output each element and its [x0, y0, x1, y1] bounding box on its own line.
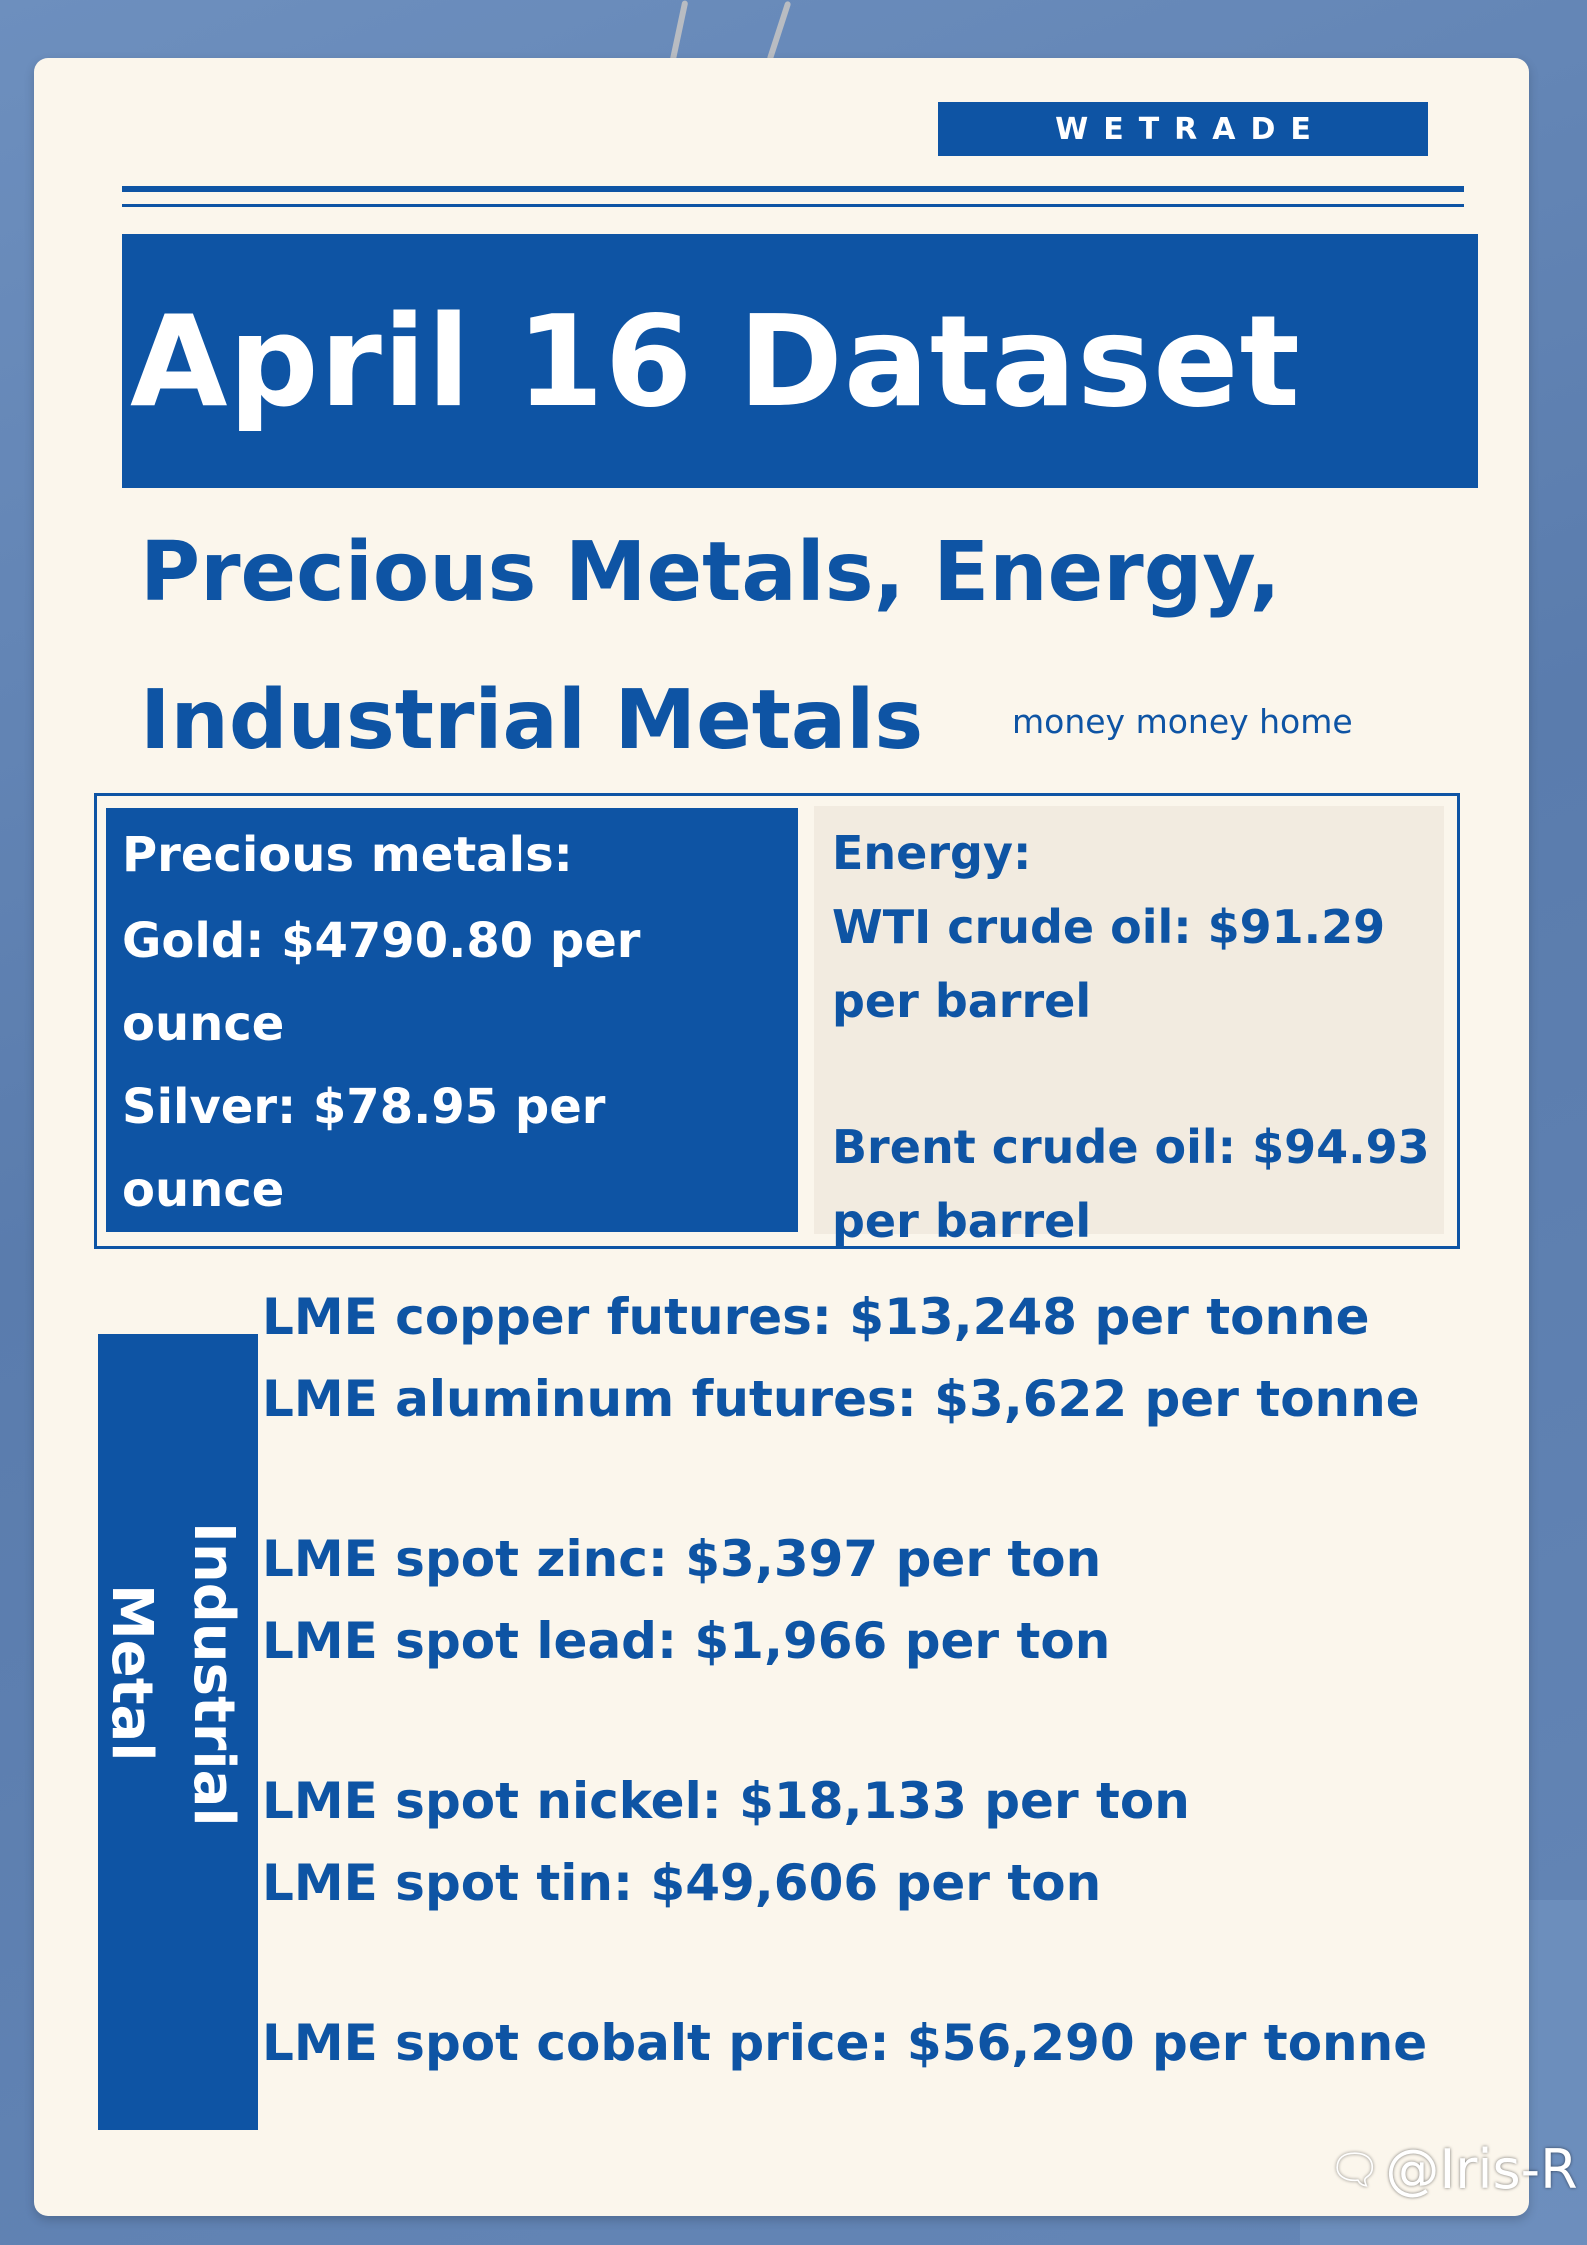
- energy-line: per barrel: [832, 974, 1092, 1028]
- spacer: [832, 1038, 1444, 1110]
- energy-line: WTI crude oil: $91.29: [832, 900, 1386, 954]
- vertical-label-metal: Metal: [99, 1584, 164, 1762]
- watermark: [1328, 2138, 1578, 2201]
- precious-line: Silver: $78.95 per: [122, 1079, 606, 1135]
- energy-heading: Energy:: [832, 826, 1032, 880]
- vertical-label-industrial: Industrial: [181, 1522, 246, 1827]
- subheading-line-1: Precious Metals, Energy,: [140, 525, 1281, 620]
- energy-line: per barrel: [832, 1194, 1092, 1248]
- metal-price-line: LME aluminum futures: $3,622 per tonne: [262, 1370, 1420, 1428]
- page-title: April 16 Dataset: [130, 287, 1301, 435]
- energy-panel: [814, 806, 1444, 1248]
- metal-price-line: LME spot tin: $49,606 per ton: [262, 1854, 1102, 1912]
- brand-label: WETRADE: [1055, 111, 1326, 147]
- brand-badge: [938, 102, 1428, 156]
- metal-price-line: LME spot lead: $1,966 per ton: [262, 1612, 1111, 1670]
- divider: [122, 186, 1464, 192]
- divider: [122, 204, 1464, 207]
- subheading-line-2: Industrial Metals: [140, 673, 924, 768]
- metal-price-line: LME spot zinc: $3,397 per ton: [262, 1530, 1102, 1588]
- precious-line: ounce: [122, 1162, 285, 1218]
- precious-line: Gold: $4790.80 per: [122, 913, 641, 969]
- precious-metals-panel: [106, 808, 798, 1232]
- title-banner: [122, 234, 1478, 488]
- precious-line: ounce: [122, 996, 285, 1052]
- speech-bubble-icon: 🗨: [1328, 2144, 1382, 2194]
- metal-price-line: LME copper futures: $13,248 per tonne: [262, 1288, 1370, 1346]
- metal-price-line: LME spot nickel: $18,133 per ton: [262, 1772, 1190, 1830]
- precious-heading: Precious metals:: [122, 827, 573, 883]
- tagline: money money home: [1012, 702, 1353, 741]
- metal-price-line: LME spot cobalt price: $56,290 per tonne: [262, 2014, 1428, 2072]
- energy-line: Brent crude oil: $94.93: [832, 1120, 1430, 1174]
- watermark-handle: @Iris-R: [1385, 2138, 1578, 2201]
